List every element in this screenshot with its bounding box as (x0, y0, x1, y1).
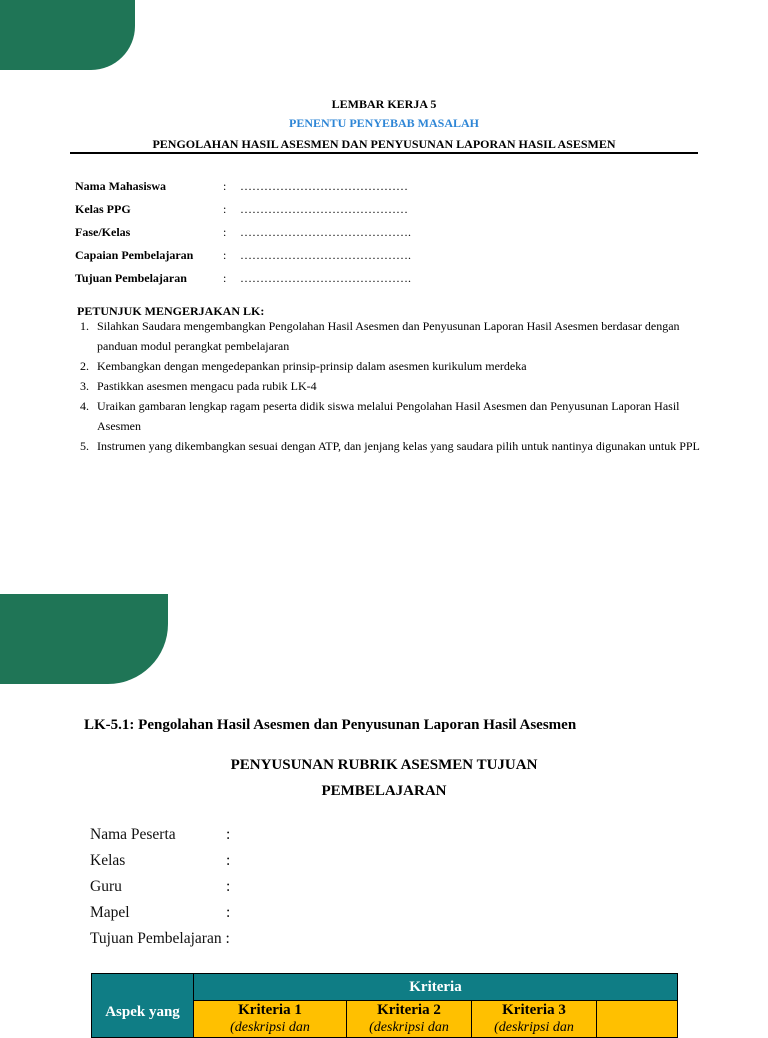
participant-field-tujuan (90, 930, 230, 948)
instruction-item (0, 436, 700, 456)
instruction-number: 3. (80, 379, 89, 393)
criteria-header-4 (597, 1001, 678, 1038)
instruction-text: Silahkan Saudara mengembangkan Pengolahan Hasil Asesmen dan Penyusunan Laporan Hasil Asesmen berdasar dengan (97, 319, 680, 333)
instructions-list (0, 316, 700, 456)
rubric-title-cont: PEMBELAJARAN (321, 783, 447, 799)
field-value[interactable]: ……………………………………. (240, 225, 411, 239)
participant-field-mapel (90, 904, 231, 922)
instruction-number: 4. (80, 399, 89, 413)
field-label: Kelas (90, 852, 126, 869)
criteria-name: Kriteria 3 (502, 1002, 566, 1018)
rubric-table (91, 973, 678, 1038)
instruction-text: Uraikan gambaran lengkap ragam peserta didik siswa melalui Pengolahan Hasil Asesmen dan Penyusunan Laporan Hasil (97, 399, 680, 413)
field-value[interactable]: ……………………………………. (240, 271, 411, 285)
field-label: Fase/Kelas (75, 225, 131, 239)
instruction-item (0, 396, 700, 436)
worksheet-subtitle: PENENTU PENYEBAB MASALAH (288, 116, 480, 130)
field-label: Tujuan Pembelajaran (75, 271, 187, 285)
kriteria-header: Kriteria (194, 974, 678, 1001)
instruction-text: Pastikkan asesmen mengacu pada rubik LK-4 (97, 379, 317, 393)
instruction-number: 5. (80, 439, 89, 453)
field-separator: : (226, 904, 231, 921)
field-label: Tujuan Pembelajaran : (90, 930, 230, 947)
criteria-name: Kriteria 1 (238, 1002, 302, 1018)
criteria-desc: (deskripsi dan (494, 1020, 574, 1035)
field-value[interactable]: …………………………………… (240, 179, 408, 193)
worksheet-title: LEMBAR KERJA 5 (331, 97, 437, 111)
field-label: Nama Peserta (90, 826, 176, 843)
participant-field-kelas (90, 852, 231, 870)
criteria-header-3 (472, 1001, 597, 1038)
field-label: Guru (90, 878, 122, 895)
decorative-corner-shape-top (0, 0, 135, 70)
field-separator: : (226, 826, 231, 843)
field-separator: : (223, 248, 227, 262)
instruction-item (0, 356, 700, 376)
criteria-desc: (deskripsi dan (230, 1020, 310, 1035)
field-separator: : (223, 271, 227, 285)
worksheet-heading: PENGOLAHAN HASIL ASESMEN DAN PENYUSUNAN LAPORAN HASIL ASESMEN (152, 137, 616, 151)
instruction-text-cont: Asesmen (97, 419, 141, 433)
criteria-header-2 (347, 1001, 472, 1038)
instruction-item (0, 316, 700, 356)
criteria-desc: (deskripsi dan (369, 1020, 449, 1035)
instruction-item (0, 376, 700, 396)
field-separator: : (226, 878, 231, 895)
field-separator: : (223, 225, 227, 239)
participant-field-nama (90, 826, 231, 844)
instructions-title: PETUNJUK MENGERJAKAN LK: (77, 304, 265, 318)
field-separator: : (223, 179, 227, 193)
instruction-text: Kembangkan dengan mengedepankan prinsip-prinsip dalam asesmen kurikulum merdeka (97, 359, 527, 373)
field-value[interactable]: ……………………………………. (240, 248, 411, 262)
heading-divider (70, 152, 698, 154)
rubric-title: PENYUSUNAN RUBRIK ASESMEN TUJUAN (230, 757, 538, 773)
field-separator: : (226, 852, 231, 869)
instruction-text-cont: panduan modul perangkat pembelajaran (97, 339, 290, 353)
criteria-header-1 (194, 1001, 347, 1038)
instruction-text: Instrumen yang dikembangkan sesuai dengan ATP, dan jenjang kelas yang saudara pilih untuk nantinya digunakan untuk PPL (97, 439, 700, 453)
instruction-number: 1. (80, 319, 89, 333)
field-label: Kelas PPG (75, 202, 131, 216)
field-value[interactable]: …………………………………… (240, 202, 408, 216)
participant-field-guru (90, 878, 231, 896)
field-label: Mapel (90, 904, 130, 921)
decorative-corner-shape-section (0, 594, 168, 684)
section-title: LK-5.1: Pengolahan Hasil Asesmen dan Penyusunan Laporan Hasil Asesmen (84, 717, 577, 733)
aspek-header: Aspek yang (92, 974, 194, 1038)
criteria-name: Kriteria 2 (377, 1002, 441, 1018)
field-separator: : (223, 202, 227, 216)
instruction-number: 2. (80, 359, 89, 373)
field-label: Capaian Pembelajaran (75, 248, 194, 262)
field-label: Nama Mahasiswa (75, 179, 167, 193)
